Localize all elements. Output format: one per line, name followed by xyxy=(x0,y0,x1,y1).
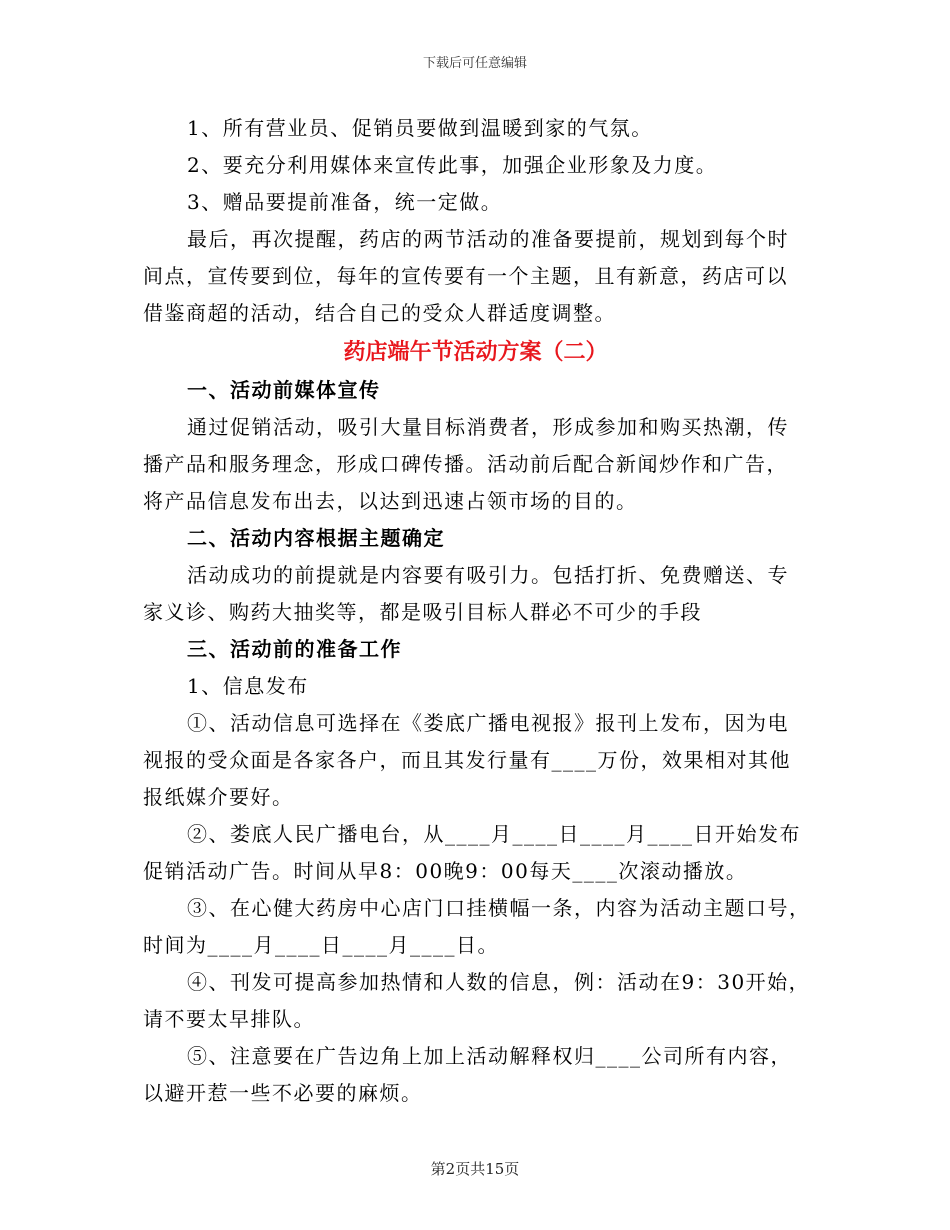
document-title: 药店端午节活动方案（二） xyxy=(343,339,608,365)
page-header: 下载后可任意编辑 xyxy=(422,56,527,71)
section-2-line-1: 活动成功的前提就是内容要有吸引力。包括打折、免费赠送、专 xyxy=(187,563,789,587)
section-2-heading: 二、活动内容根据主题确定 xyxy=(187,526,445,550)
item-3-line-1: ③、在心健大药房中心店门口挂横幅一条，内容为活动主题口号， xyxy=(187,896,811,920)
item-2-line-1: ②、娄底人民广播电台，从____月____日____月____日开始发布 xyxy=(187,822,801,846)
section-1-line-2: 播产品和服务理念，形成口碑传播。活动前后配合新闻炒作和广告， xyxy=(143,452,788,476)
final-paragraph-line-2: 间点，宣传要到位，每年的宣传要有一个主题，且有新意，药店可以 xyxy=(143,264,788,288)
list-item-3: 3、赠品要提前准备，统一定做。 xyxy=(187,190,503,214)
item-3-line-2: 时间为____月____日____月____日。 xyxy=(143,933,499,957)
page-footer: 第2页共15页 xyxy=(430,1160,520,1178)
section-1-line-3: 将产品信息发布出去，以达到迅速占领市场的目的。 xyxy=(143,489,638,513)
list-item-1: 1、所有营业员、促销员要做到温暖到家的气氛。 xyxy=(187,116,653,140)
item-5-line-1: ⑤、注意要在广告边角上加上活动解释权归____公司所有内容， xyxy=(187,1044,792,1068)
section-1-line-1: 通过促销活动，吸引大量目标消费者，形成参加和购买热潮，传 xyxy=(187,415,789,439)
item-1-line-2: 视报的受众面是各家各户，而且其发行量有____万份，效果相对其他 xyxy=(143,748,791,772)
item-4-line-2: 请不要太早排队。 xyxy=(143,1007,315,1031)
section-2-line-2: 家义诊、购药大抽奖等，都是吸引目标人群必不可少的手段 xyxy=(143,600,702,624)
item-1-line-3: 报纸媒介要好。 xyxy=(143,785,294,809)
final-paragraph-line-1: 最后，再次提醒，药店的两节活动的准备要提前，规划到每个时 xyxy=(187,227,789,251)
section-1-heading: 一、活动前媒体宣传 xyxy=(187,378,381,402)
item-2-line-2: 促销活动广告。时间从早8：00晚9：00每天____次滚动播放。 xyxy=(143,859,748,883)
item-5-line-2: 以避开惹一些不必要的麻烦。 xyxy=(143,1081,423,1105)
item-1-line-1: ①、活动信息可选择在《娄底广播电视报》报刊上发布，因为电 xyxy=(187,711,789,735)
document-body xyxy=(143,110,811,1112)
final-paragraph-line-3: 借鉴商超的活动，结合自己的受众人群适度调整。 xyxy=(143,301,616,325)
section-3-heading: 三、活动前的准备工作 xyxy=(187,637,402,661)
list-item-2: 2、要充分利用媒体来宣传此事，加强企业形象及力度。 xyxy=(187,153,718,177)
section-3-subheading: 1、信息发布 xyxy=(187,674,309,698)
item-4-line-1: ④、刊发可提高参加热情和人数的信息，例：活动在9：30开始， xyxy=(187,970,811,994)
